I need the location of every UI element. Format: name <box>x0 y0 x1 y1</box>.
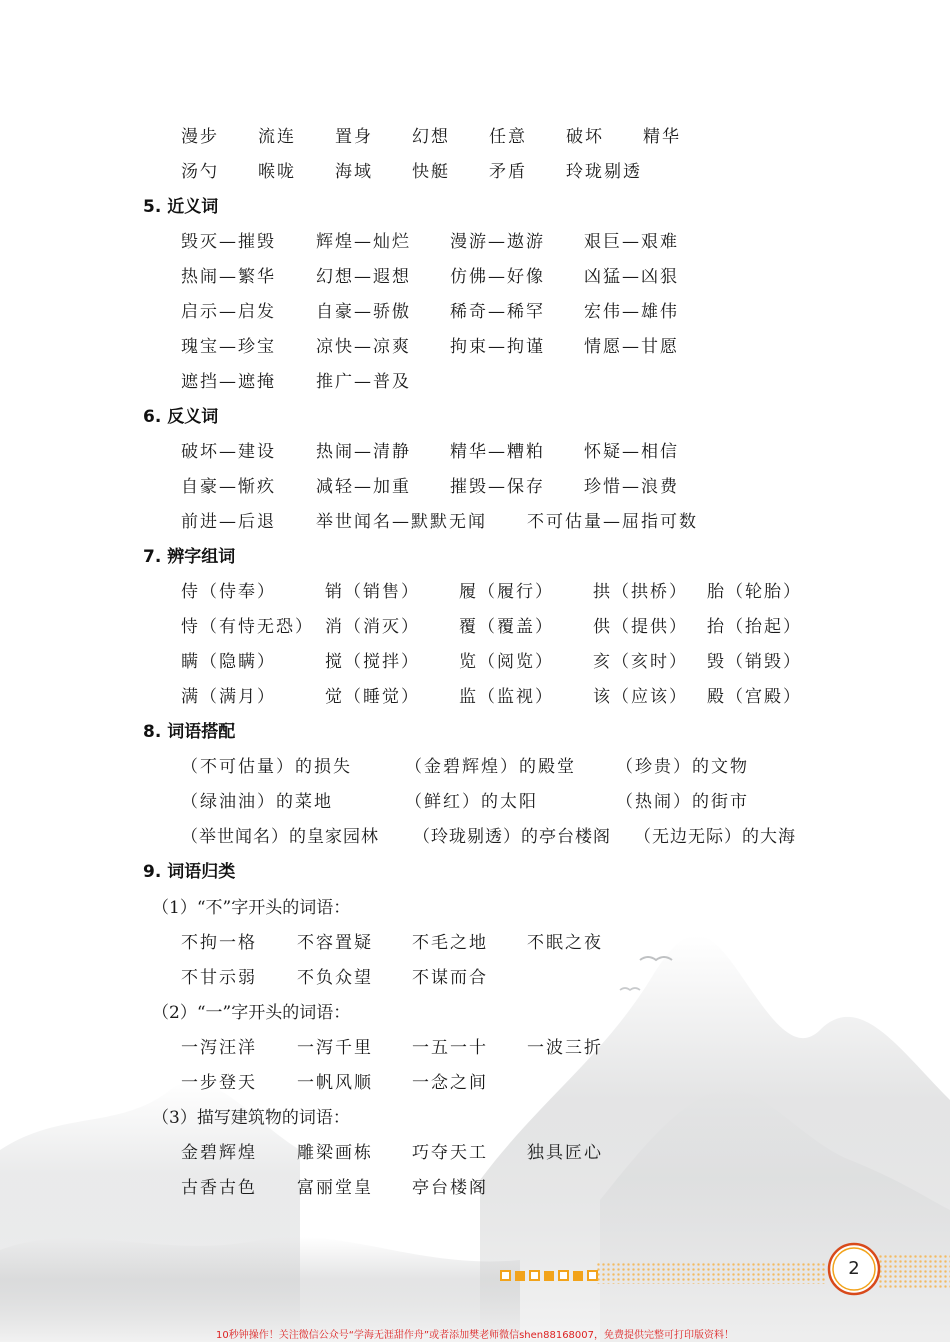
collocation: （不可估量）的损失 <box>181 757 352 777</box>
collocation: （鲜红）的太阳 <box>405 792 538 812</box>
footer-notice: 10秒钟操作！关注微信公众号“学海无涯甜作舟”或者添加樊老师微信shen88168007，免费提供完整可打印版资料！ <box>215 1330 735 1341</box>
word-pair: 凶猛—凶狠 <box>584 267 679 287</box>
word-pair: 艰巨—艰难 <box>584 232 679 252</box>
char-word: 胎（轮胎） <box>707 582 802 602</box>
idiom: 一五一十 <box>412 1038 488 1058</box>
group-label: （2）“一”字开头的词语： <box>152 1003 351 1023</box>
idiom: 一泻汪洋 <box>181 1038 257 1058</box>
idiom: 不容置疑 <box>297 933 373 953</box>
page-number-badge <box>826 1241 882 1297</box>
char-word: 殿（宫殿） <box>707 687 802 707</box>
word: 喉咙 <box>258 162 296 182</box>
collocation: （金碧辉煌）的殿堂 <box>405 757 576 777</box>
word-pair: 破坏—建设 <box>181 442 276 462</box>
section-heading-antonyms: 6. 反义词 <box>143 407 219 427</box>
collocation: （举世闻名）的皇家园林 <box>181 827 379 847</box>
word-pair: 热闹—繁华 <box>181 267 276 287</box>
idiom: 巧夺天工 <box>412 1143 488 1163</box>
word: 幻想 <box>412 127 450 147</box>
collocation: （热闹）的街市 <box>616 792 749 812</box>
idiom: 不拘一格 <box>181 933 257 953</box>
char-word: 履（履行） <box>459 582 554 602</box>
collocation: （玲珑剔透）的亭台楼阁 <box>413 827 611 847</box>
word-pair: 辉煌—灿烂 <box>316 232 411 252</box>
char-word: 觉（睡觉） <box>325 687 420 707</box>
collocation: （绿油油）的菜地 <box>181 792 333 812</box>
word-pair: 漫游—遨游 <box>450 232 545 252</box>
idiom: 不眠之夜 <box>527 933 603 953</box>
word-pair: 启示—启发 <box>181 302 276 322</box>
char-word: 覆（覆盖） <box>459 617 554 637</box>
idiom: 一波三折 <box>527 1038 603 1058</box>
char-word: 瞒（隐瞒） <box>181 652 276 672</box>
word: 汤勺 <box>181 162 219 182</box>
char-word: 消（消灭） <box>325 617 420 637</box>
footer-dot-pattern <box>878 1254 950 1290</box>
char-word: 该（应该） <box>593 687 688 707</box>
char-word: 览（阅览） <box>459 652 554 672</box>
char-word: 搅（搅拌） <box>325 652 420 672</box>
word: 矛盾 <box>489 162 527 182</box>
collocation: （无边无际）的大海 <box>634 827 796 847</box>
section-heading-synonyms: 5. 近义词 <box>143 197 219 217</box>
char-word: 恃（有恃无恐） <box>181 617 314 637</box>
char-word: 监（监视） <box>459 687 554 707</box>
word-pair: 精华—糟粕 <box>450 442 545 462</box>
char-word: 供（提供） <box>593 617 688 637</box>
footer-dot-pattern <box>596 1262 826 1284</box>
idiom: 不负众望 <box>297 968 373 988</box>
word-pair: 拘束—拘谨 <box>450 337 545 357</box>
word-pair: 摧毁—保存 <box>450 477 545 497</box>
word-pair: 前进—后退 <box>181 512 276 532</box>
word-pair: 凉快—凉爽 <box>316 337 411 357</box>
word-pair: 稀奇—稀罕 <box>450 302 545 322</box>
section-heading-character-words: 7. 辨字组词 <box>143 547 236 567</box>
word: 海域 <box>335 162 373 182</box>
word: 任意 <box>489 127 527 147</box>
idiom: 一步登天 <box>181 1073 257 1093</box>
idiom: 不甘示弱 <box>181 968 257 988</box>
idiom: 一泻千里 <box>297 1038 373 1058</box>
word: 流连 <box>258 127 296 147</box>
word-pair: 遮挡—遮掩 <box>181 372 276 392</box>
char-word: 亥（亥时） <box>593 652 688 672</box>
char-word: 销（销售） <box>325 582 420 602</box>
char-word: 拱（拱桥） <box>593 582 688 602</box>
idiom: 一帆风顺 <box>297 1073 373 1093</box>
footer-square-decoration <box>500 1265 602 1279</box>
word-pair: 举世闻名—默默无闻 <box>316 512 487 532</box>
word-pair: 毁灭—摧毁 <box>181 232 276 252</box>
word-pair: 热闹—清静 <box>316 442 411 462</box>
group-label: （3）描写建筑物的词语： <box>152 1108 350 1128</box>
idiom: 一念之间 <box>412 1073 488 1093</box>
word-pair: 减轻—加重 <box>316 477 411 497</box>
idiom: 不谋而合 <box>412 968 488 988</box>
word-pair: 宏伟—雄伟 <box>584 302 679 322</box>
idiom: 雕梁画栋 <box>297 1143 373 1163</box>
word: 破坏 <box>566 127 604 147</box>
idiom: 富丽堂皇 <box>297 1178 373 1198</box>
word: 精华 <box>643 127 681 147</box>
word: 漫步 <box>181 127 219 147</box>
idiom: 独具匠心 <box>527 1143 603 1163</box>
word-pair: 自豪—骄傲 <box>316 302 411 322</box>
word-pair: 怀疑—相信 <box>584 442 679 462</box>
idiom: 不毛之地 <box>412 933 488 953</box>
idiom: 古香古色 <box>181 1178 257 1198</box>
word: 快艇 <box>412 162 450 182</box>
word-pair: 不可估量—屈指可数 <box>527 512 698 532</box>
group-label: （1）“不”字开头的词语： <box>152 898 351 918</box>
word-pair: 幻想—遐想 <box>316 267 411 287</box>
word-pair: 情愿—甘愿 <box>584 337 679 357</box>
word-pair: 仿佛—好像 <box>450 267 545 287</box>
idiom: 金碧辉煌 <box>181 1143 257 1163</box>
word: 置身 <box>335 127 373 147</box>
collocation: （珍贵）的文物 <box>616 757 749 777</box>
char-word: 侍（侍奉） <box>181 582 276 602</box>
word-pair: 自豪—惭疚 <box>181 477 276 497</box>
page-number: 2 <box>848 1258 860 1279</box>
word: 玲珑剔透 <box>566 162 642 182</box>
section-heading-word-collocation: 8. 词语搭配 <box>143 722 236 742</box>
section-heading-word-classification: 9. 词语归类 <box>143 862 236 882</box>
char-word: 抬（抬起） <box>707 617 802 637</box>
char-word: 毁（销毁） <box>707 652 802 672</box>
word-pair: 瑰宝—珍宝 <box>181 337 276 357</box>
word-pair: 珍惜—浪费 <box>584 477 679 497</box>
char-word: 满（满月） <box>181 687 276 707</box>
word-pair: 推广—普及 <box>316 372 411 392</box>
idiom: 亭台楼阁 <box>412 1178 488 1198</box>
